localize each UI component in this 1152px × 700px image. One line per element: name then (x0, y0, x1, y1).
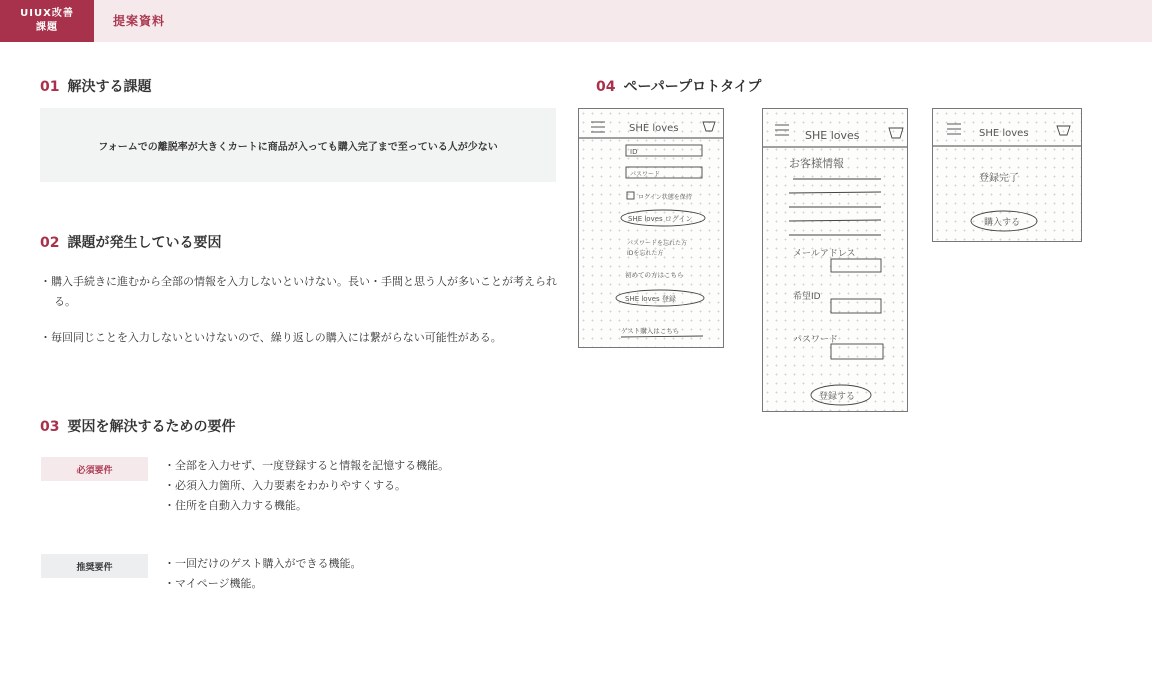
password-label: パスワード (793, 335, 839, 345)
list-item: ・一回だけのゲスト購入ができる機能。 (164, 557, 362, 570)
recommended-label: 推奨要件 (41, 554, 148, 578)
brand-text: SHE loves (805, 129, 860, 142)
list-item: ・購入手続きに進むから全部の情報を入力しないといけない。長い・手間と思う人が多いことが考えられる。 (40, 275, 557, 308)
hamburger-icon (591, 122, 605, 132)
section-heading-02 (40, 232, 221, 252)
required-list (164, 456, 449, 516)
keep-login-label: ログイン状態を保持 (638, 194, 692, 201)
list-item: ・全部を入力せず、一度登録すると情報を記憶する機能。 (164, 459, 450, 472)
document-title: 提案資料 (113, 14, 166, 28)
section-number: 03 (40, 419, 60, 435)
password-field-label: パスワード (630, 171, 661, 178)
cart-icon (703, 122, 715, 131)
desired-id-label: 希望ID (793, 292, 821, 302)
section-title: 解決する課題 (67, 79, 152, 95)
paper-prototype-complete (932, 108, 1082, 242)
problem-statement (40, 108, 556, 182)
section-number: 02 (40, 235, 60, 251)
paper-prototype-form (762, 108, 908, 412)
badge-line1: UIUX改善 (20, 8, 74, 19)
section-title: 要因を解決するための要件 (67, 419, 236, 435)
brand-text: SHE loves (979, 128, 1029, 139)
forgot-password-label: パスワードを忘れた方 (627, 240, 688, 247)
customer-info-heading: お客様情報 (789, 157, 844, 170)
section-heading-03 (40, 416, 235, 436)
hamburger-icon (775, 125, 789, 135)
submit-button-label: 登録する (819, 392, 856, 402)
required-label: 必須要件 (41, 457, 148, 481)
section-title: 課題が発生している要因 (67, 235, 222, 251)
top-bar (0, 0, 1152, 42)
list-item: ・マイページ機能。 (164, 577, 263, 590)
login-button-label: SHE loves ログイン (628, 215, 693, 223)
paper-prototype-login (578, 108, 724, 348)
badge-line2: 課題 (36, 22, 58, 33)
cause-list (40, 272, 560, 364)
buy-button-label: 購入する (984, 218, 1021, 228)
checkbox-icon (627, 192, 634, 199)
list-item: ・必須入力箇所、入力要素をわかりやすくする。 (164, 479, 406, 492)
list-item: ・毎回同じことを入力しないといけないので、繰り返しの購入には繋がらない可能性がある。 (40, 331, 502, 344)
sketch-drawing (933, 109, 1082, 242)
email-label: メールアドレス (793, 249, 856, 259)
section-heading-01 (40, 76, 151, 96)
section-title: ペーパープロトタイプ (623, 79, 762, 95)
cart-icon (889, 128, 903, 138)
forgot-id-label: IDを忘れた方 (627, 250, 664, 257)
problem-text: フォームでの離脱率が大きくカートに商品が入っても購入完了まで至っている人が少ない (98, 141, 498, 153)
category-badge (0, 0, 94, 42)
section-number: 04 (596, 79, 616, 95)
register-button-label: SHE loves 登録 (625, 295, 676, 303)
recommended-list (164, 554, 362, 594)
sketch-drawing (763, 109, 908, 412)
id-field-label: ID (630, 148, 638, 156)
first-time-label: 初めての方はこちら (625, 271, 684, 279)
brand-text: SHE loves (629, 123, 679, 134)
sketch-drawing (579, 109, 724, 348)
guest-link-label: ゲスト購入はこちら (621, 327, 680, 335)
list-item: ・住所を自動入力する機能。 (164, 499, 307, 512)
section-number: 01 (40, 79, 60, 95)
cart-icon (1057, 126, 1070, 135)
complete-message: 登録完了 (979, 173, 1019, 184)
hamburger-icon (947, 124, 961, 134)
section-heading-04 (596, 76, 761, 96)
